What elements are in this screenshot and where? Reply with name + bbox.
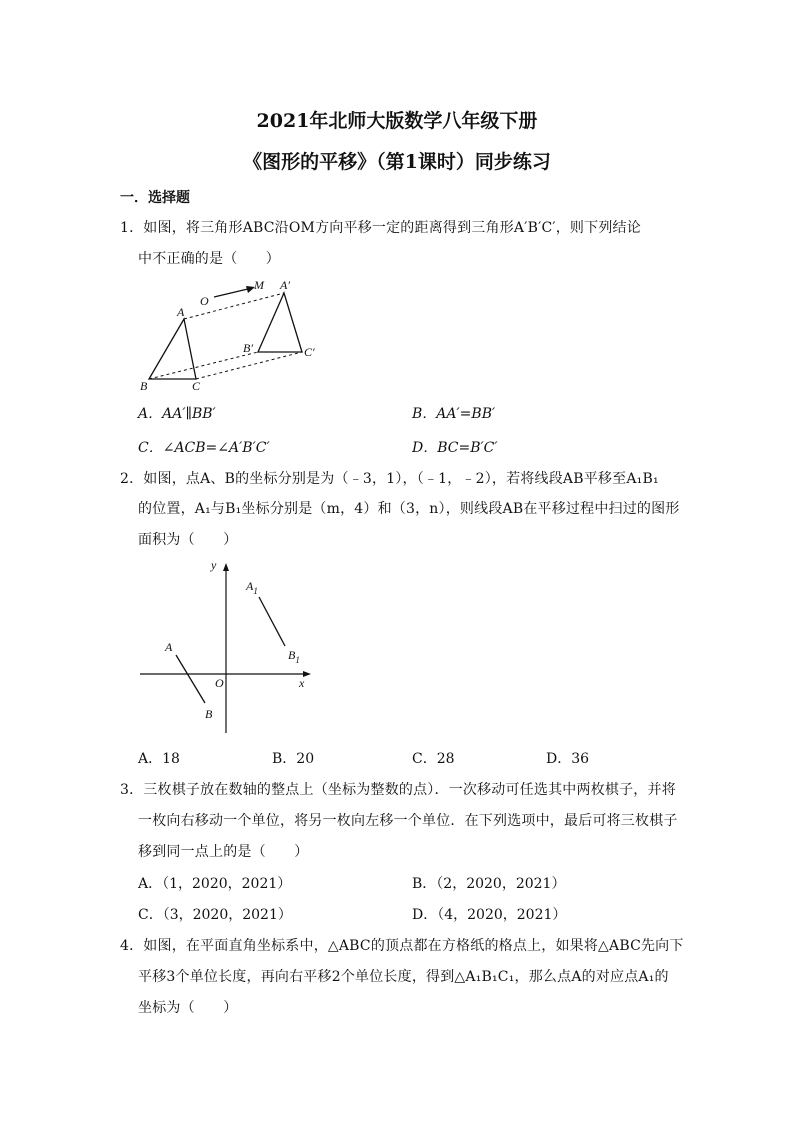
om-arrow-line: [214, 288, 252, 297]
q1-option-d[interactable]: D．BC=B′C′: [412, 440, 498, 456]
q1-figure: [130, 272, 340, 396]
label-m: M: [254, 278, 264, 292]
section-heading: 一．选择题: [120, 190, 190, 206]
q1-option-b[interactable]: B．AA′=BB′: [412, 406, 496, 422]
label-b-prime: B′: [243, 341, 253, 355]
q2-option-c[interactable]: C．28: [412, 751, 455, 767]
q1-stem-line-2: 中不正确的是（ ）: [138, 251, 280, 267]
dashed-aa: [184, 293, 284, 319]
page-subtitle: 《图形的平移》（第1课时）同步练习: [243, 151, 551, 173]
q3-stem-line-2: 一枚向右移动一个单位，将另一枚向左移一个单位．在下列选项中，最后可将三枚棋子: [138, 813, 678, 829]
label-b1: $B_1$: [288, 648, 300, 665]
q4-stem-line-2: 平移3个单位长度，再向右平移2个单位长度，得到△A₁B₁C₁，那么点A的对应点A₁的: [138, 969, 669, 985]
label-a-prime: A′: [280, 278, 290, 292]
q2-stem-line-2: 的位置，A₁与B₁坐标分别是（m，4）和（3，n），则线段AB在平移过程中扫过的图形: [138, 501, 680, 517]
page-title: 2021年北师大版数学八年级下册: [256, 110, 538, 132]
q3-option-d[interactable]: D．（4，2020，2021）: [412, 907, 567, 923]
label-a1: $A_1$: [246, 579, 258, 596]
q3-option-b[interactable]: B．（2，2020，2021）: [412, 876, 566, 892]
q4-stem-line-1: 4．如图，在平面直角坐标系中，△ABC的顶点都在方格纸的格点上，如果将△ABC先向下: [120, 938, 684, 954]
q2-stem-line-3: 面积为（ ）: [138, 532, 238, 548]
label-c-prime: C′: [304, 345, 315, 359]
q2-figure: [135, 555, 320, 740]
label-a: A: [177, 305, 185, 319]
segment-a1b1: [259, 597, 285, 646]
label-x: x: [299, 676, 305, 690]
triangle-abc: [149, 319, 196, 379]
q2-option-d[interactable]: D．36: [546, 751, 590, 767]
q2-option-a[interactable]: A．18: [138, 751, 180, 767]
y-axis-arrow: [223, 563, 229, 571]
q1-option-a[interactable]: A．AA′∥BB′: [138, 406, 216, 422]
label-b: B: [205, 707, 213, 721]
dashed-bb: [149, 352, 258, 379]
triangle-a1b1c1: [258, 293, 302, 352]
q3-option-c[interactable]: C．（3，2020，2021）: [138, 907, 292, 923]
q2-option-b[interactable]: B．20: [272, 751, 315, 767]
label-a: A: [165, 640, 173, 654]
label-o: O: [200, 294, 209, 308]
label-c: C: [192, 379, 201, 393]
label-origin: O: [215, 676, 224, 690]
label-y: y: [211, 558, 217, 572]
q1-option-c[interactable]: C．∠ACB=∠A′B′C′: [138, 440, 270, 456]
q1-stem-line-1: 1．如图，将三角形ABC沿OM方向平移一定的距离得到三角形A′B′C′，则下列结论: [120, 220, 641, 236]
q3-stem-line-1: 3．三枚棋子放在数轴的整点上（坐标为整数的点）．一次移动可任选其中两枚棋子，并将: [120, 782, 676, 798]
q4-stem-line-3: 坐标为（ ）: [138, 1000, 238, 1016]
q2-stem-line-1: 2．如图，点A、B的坐标分别是为（﹣3，1），（﹣1，﹣2），若将线段AB平移至A₁B₁: [120, 471, 659, 487]
q3-option-a[interactable]: A．（1，2020，2021）: [138, 876, 292, 892]
segment-ab: [176, 655, 205, 703]
label-b: B: [140, 379, 148, 393]
dashed-cc: [196, 352, 302, 379]
q3-stem-line-3: 移到同一点上的是（ ）: [138, 844, 309, 860]
